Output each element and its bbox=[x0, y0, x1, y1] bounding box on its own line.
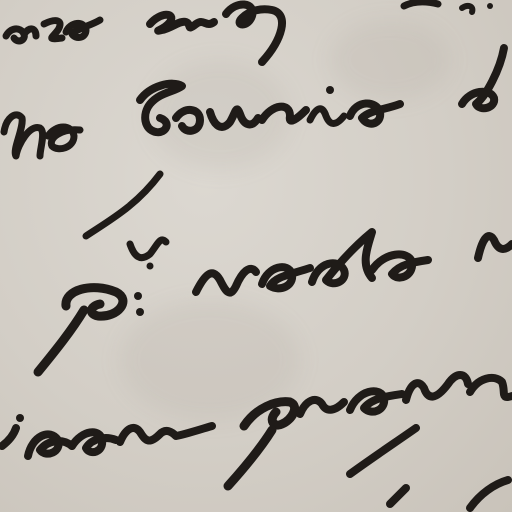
handwritten-line-2 bbox=[4, 48, 504, 156]
handwritten-line-1 bbox=[6, 2, 493, 62]
ink-stroke bbox=[86, 174, 160, 236]
handwritten-line-3 bbox=[38, 232, 512, 372]
handwritten-line-4 bbox=[2, 375, 512, 508]
